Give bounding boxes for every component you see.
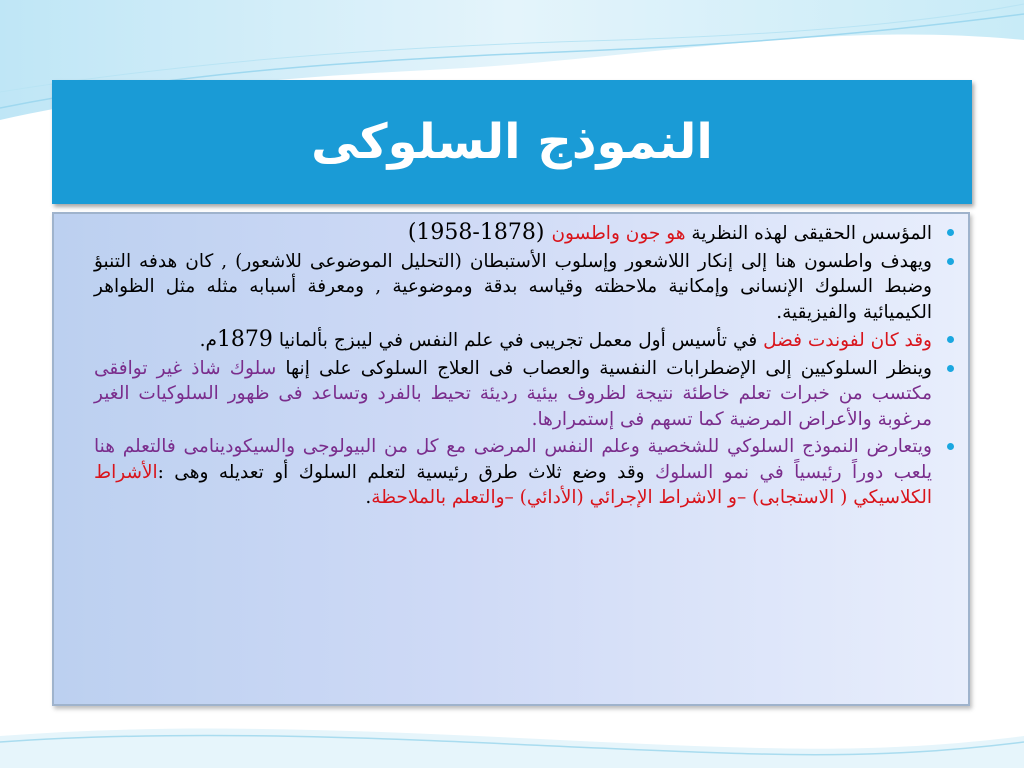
- bullet-text-segment: (1878-1958): [407, 220, 552, 245]
- bullet-list: [54, 214, 968, 511]
- bullet-text-segment: في تأسيس أول معمل تجريبى في علم النفس في ليبزج بألمانيا: [272, 330, 764, 351]
- content-panel: [52, 212, 970, 706]
- bullet-item: [94, 356, 932, 433]
- bullet-text-segment: ويهدف واطسون هنا إلى إنكار اللاشعور وإسلوب الأستبطان (التحليل الموضوعى للاشعور) , كان هدفه التنبؤ وضبط السلوك الإنسانى وإمكانية ملاحظته وقياسه بدقة وموضوعية , ومعرفة أسبابه مثله مثل الظواهر الكيميائية والفيزيقية.: [94, 250, 932, 323]
- bullet-item: [94, 327, 932, 354]
- bullet-text-segment: 1879: [216, 327, 273, 352]
- wave-shape-bottom: [0, 729, 1024, 768]
- bullet-text-segment: هو جون واطسون: [551, 223, 686, 244]
- bullet-item: [94, 249, 932, 326]
- title-bar: [52, 80, 972, 204]
- bullet-text-segment: وينظر السلوكيين إلى الإضطرابات النفسية والعصاب فى العلاج السلوكى على إنها: [276, 357, 932, 379]
- bullet-item: [94, 220, 932, 247]
- bullet-text-segment: المؤسس الحقيقى لهذه النظرية: [685, 223, 932, 244]
- slide-title: النموذج السلوكى: [311, 114, 713, 170]
- bullet-text-segment: وقد كان لفوندت فضل: [763, 330, 932, 351]
- bullet-text-segment: وقد وضع ثلاث طرق رئيسية لتعلم السلوك أو تعديله وهى :: [157, 461, 656, 483]
- bullet-item: [94, 434, 932, 511]
- bullet-text-segment: م.: [199, 330, 217, 351]
- bullet-text-segment: ويتعارض النموذج السلوكي للشخصية وعلم النفس المرضى مع كل من البيولوجى والسيكودينامى فالتعلم هنا يلعب دوراً رئيسياً في نمو السلوك: [94, 436, 932, 483]
- bullet-text-segment: سلوك شاذ غير توافقى مكتسب من خبرات تعلم خاطئة نتيجة لظروف بيئية رديئة تحيط بالفرد وتساعد فى ظهور السلوكيات الغير مرغوبة والأعراض المرضية كما تسهم فى إستمرارها.: [94, 357, 932, 430]
- bullet-text-segment: .: [365, 487, 372, 508]
- bullet-text-segment: الأشراط الكلاسيكي ( الاستجابى) –و الاشراط الإجرائي (الأدائي) –والتعلم بالملاحظة: [94, 461, 932, 508]
